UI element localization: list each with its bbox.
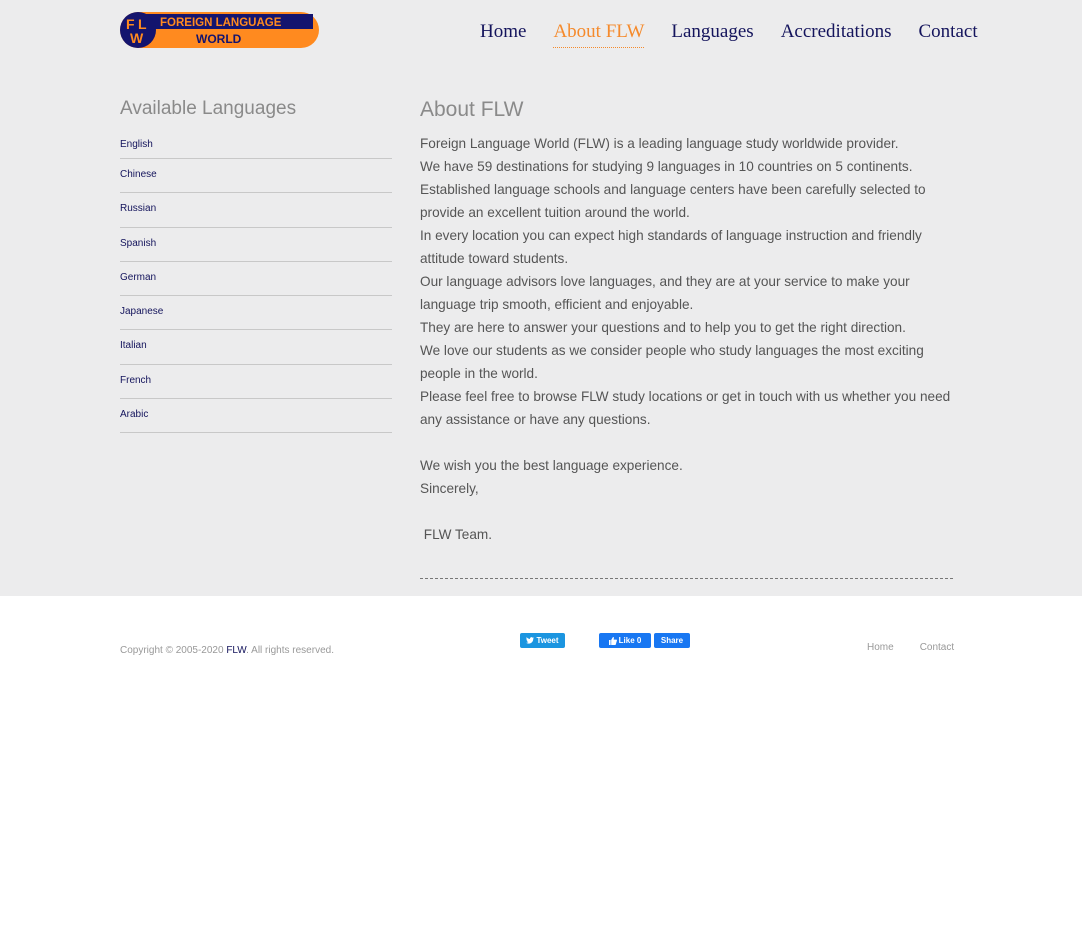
about-line-1: Foreign Language World (FLW) is a leading language study worldwide provider. — [420, 136, 899, 151]
copyright — [120, 645, 334, 656]
footer-link-contact[interactable]: Contact — [919, 642, 955, 653]
flw-logo[interactable] — [120, 12, 319, 48]
about-line-8: Please feel free to browse FLW study locations or get in touch with us whether you need any assistance or have any questions. — [420, 389, 951, 427]
about-line-5: Our language advisors love languages, and they are at your service to make your language trip smooth, efficient and enjoyable. — [420, 274, 910, 312]
footer-link-home[interactable]: Home — [867, 642, 894, 653]
content-divider — [420, 578, 953, 579]
facebook-buttons — [599, 633, 690, 648]
logo-letter-f: F — [126, 16, 135, 32]
nav-home[interactable]: Home — [480, 21, 527, 42]
nav-accreditations[interactable]: Accreditations — [780, 21, 892, 42]
page-title: About FLW — [420, 98, 524, 121]
tweet-button[interactable] — [520, 633, 565, 648]
copyright-brand-link[interactable]: FLW — [226, 645, 247, 656]
facebook-share-button[interactable]: Share — [654, 633, 690, 648]
list-item — [120, 193, 392, 227]
list-item — [120, 159, 392, 193]
copyright-prefix: Copyright © 2005-2020 — [120, 645, 227, 656]
list-item — [120, 228, 392, 262]
spacer — [420, 431, 953, 454]
twitter-bird-icon — [526, 637, 534, 644]
logo-letter-w: W — [130, 30, 144, 46]
language-link-german[interactable]: German — [120, 271, 157, 283]
nav-about-flw[interactable]: About FLW — [553, 21, 644, 48]
about-line-3: Established language schools and language centers have been carefully selected to provide an excellent tuition around the world. — [420, 182, 926, 220]
language-link-italian[interactable]: Italian — [120, 340, 147, 352]
closing-wish: We wish you the best language experience. — [420, 458, 683, 473]
signature: FLW Team. — [420, 527, 493, 542]
spacer — [420, 500, 953, 523]
thumbs-up-icon — [609, 637, 617, 645]
footer-nav — [867, 642, 980, 653]
language-link-chinese[interactable]: Chinese — [120, 169, 157, 180]
language-link-arabic[interactable]: Arabic — [120, 409, 149, 421]
about-line-7: We love our students as we consider people who study languages the most exciting people in the world. — [420, 343, 924, 381]
list-item — [120, 134, 392, 159]
language-link-russian[interactable]: Russian — [120, 203, 157, 215]
list-item — [120, 262, 392, 296]
about-line-2: We have 59 destinations for studying 9 languages in 10 countries on 5 continents. — [420, 159, 913, 174]
list-item — [120, 296, 392, 330]
logo-line2: WORLD — [196, 32, 242, 46]
about-line-4: In every location you can expect high standards of language instruction and friendly attitude toward students. — [420, 228, 922, 266]
logo-line1: FOREIGN LANGUAGE — [160, 17, 282, 29]
language-link-spanish[interactable]: Spanish — [120, 237, 157, 249]
list-item — [120, 330, 392, 364]
copyright-suffix: . All rights reserved. — [246, 645, 334, 656]
closing-sincerely: Sincerely, — [420, 481, 479, 496]
about-content — [420, 98, 953, 546]
nav-contact[interactable]: Contact — [918, 21, 978, 42]
language-list — [120, 134, 392, 433]
about-line-6: They are here to answer your questions and to help you to get the right direction. — [420, 320, 906, 335]
nav-languages[interactable]: Languages — [671, 21, 754, 42]
logo-letter-l: L — [138, 16, 147, 32]
language-link-english[interactable]: English — [120, 139, 153, 150]
languages-sidebar — [120, 98, 392, 433]
facebook-like-button[interactable] — [599, 633, 651, 648]
sidebar-title: Available Languages — [120, 98, 297, 119]
page-footer — [0, 596, 1082, 929]
like-label: Like 0 — [619, 633, 642, 648]
tweet-label: Tweet — [536, 636, 559, 645]
main-nav — [480, 21, 1005, 48]
language-link-japanese[interactable]: Japanese — [120, 306, 164, 318]
list-item — [120, 399, 392, 433]
language-link-french[interactable]: French — [120, 374, 152, 386]
list-item — [120, 365, 392, 399]
